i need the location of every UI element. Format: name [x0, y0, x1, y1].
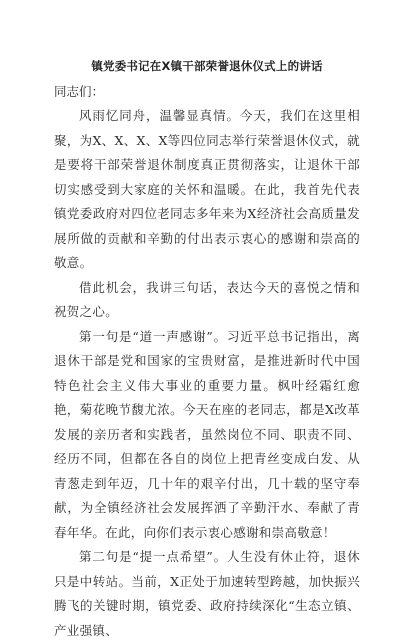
document-title: 镇党委书记在X镇干部荣誉退休仪式上的讲话 [91, 59, 323, 73]
paragraph-intro: 借此机会，我讲三句话，表达今天的喜悦之情和祝贺之心。 [54, 279, 360, 319]
paragraph-opening: 风雨忆同舟，温馨显真情。今天，我们在这里相聚，为X、X、X、X等四位同志举行荣誉退休仪式，就是要将干部荣誉退休制度真正贯彻落实，让退休干部切实感受到大家庭的关怀和温暖。在此，我首先代表镇党委政府对四位老同志多年来为X经济社会高质量发展所做的贡献和辛勤的付出表示衷心的感谢和崇高的敬意。 [54, 108, 360, 270]
paragraph-second-point: 第二句是“提一点希望”。人生没有休止符，退休只是中转站。当前，X正处于加速转型跨越，加快振兴腾飞的关键时期，镇党委、政府持续深化“生态立镇、产业强镇、 [54, 549, 360, 638]
paragraph-first-point: 第一句是“道一声感谢”。习近平总书记指出，离退休干部是党和国家的宝贵财富，是推进新时代中国特色社会主义伟大事业的重要力量。枫叶经霜红愈艳，菊花晚节馥尤浓。今天在座的老同志，都是X改革发展的亲历者和实践者，虽然岗位不同、职责不同、经历不同，但都在各自的岗位上把青丝变成白发、从青葱走到年迈，几十年的艰辛付出，几十载的坚守奉献，为全镇经济社会发展挥洒了辛勤汗水、奉献了青春年华。在此，向你们表示衷心感谢和崇高敬意！ [54, 328, 360, 540]
document-page [54, 58, 360, 643]
salutation: 同志们： [54, 84, 105, 99]
